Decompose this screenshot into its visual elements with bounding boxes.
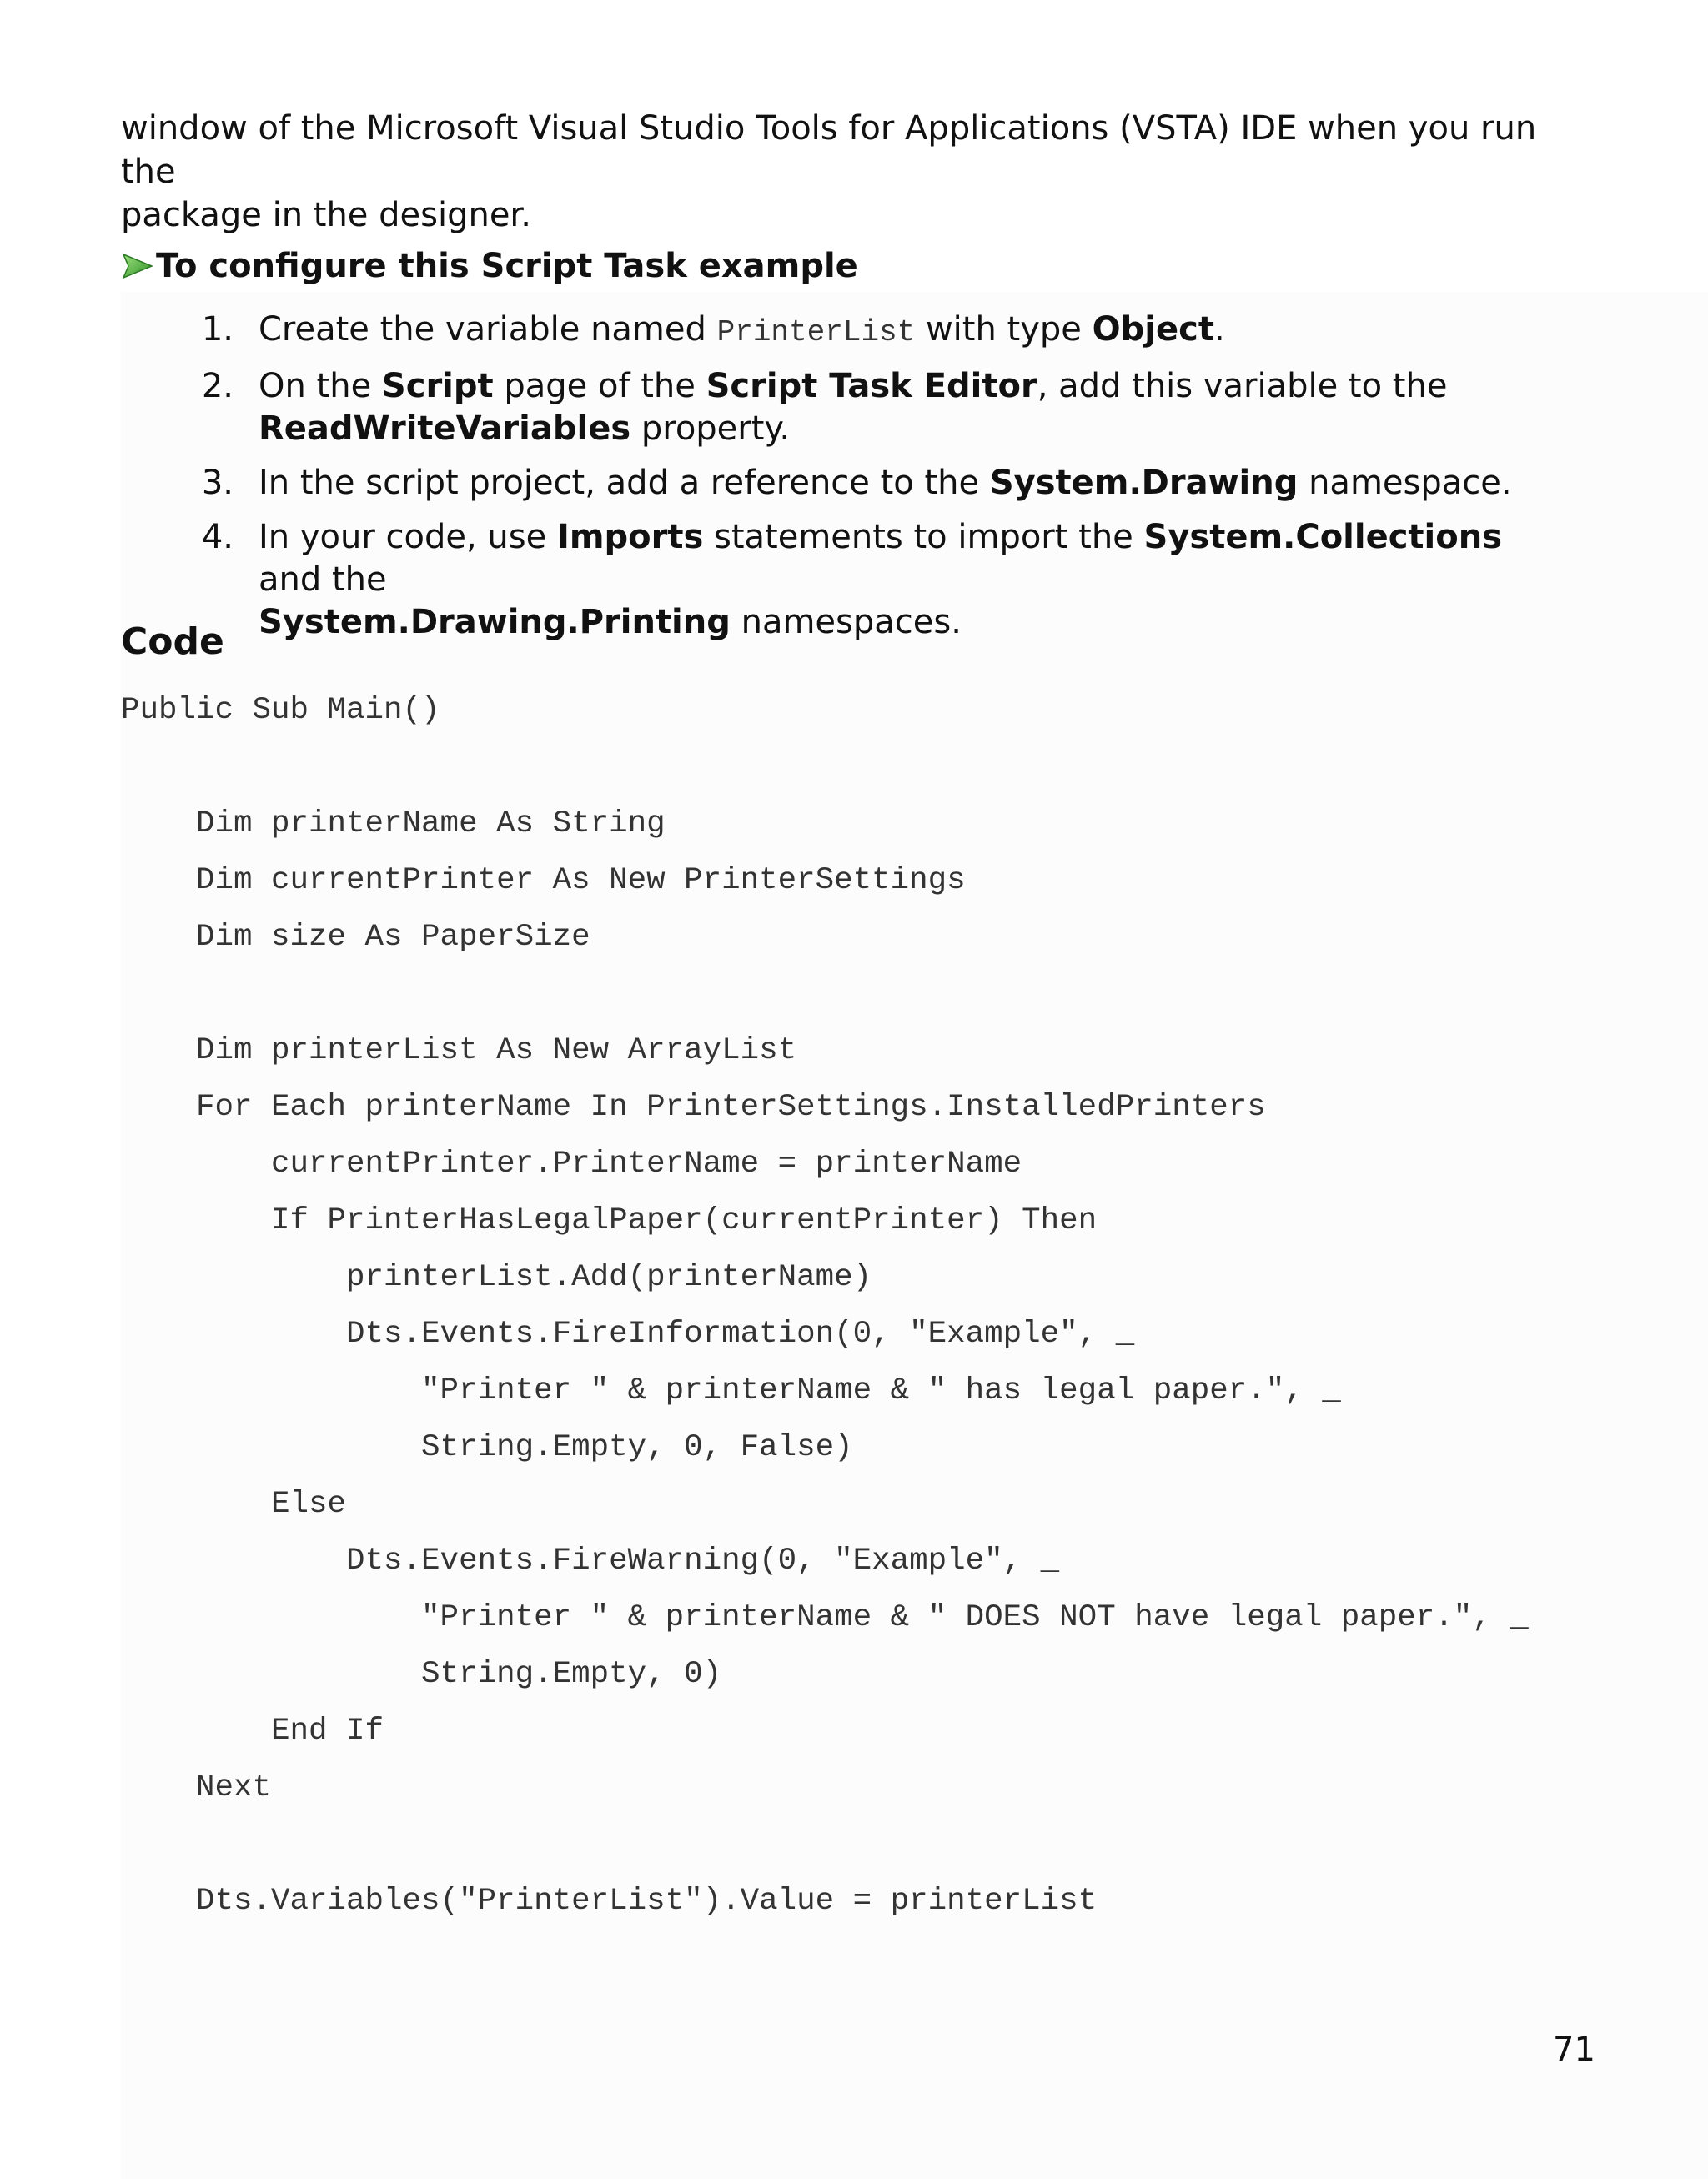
step-text-part: In your code, use — [259, 518, 557, 556]
green-arrow-icon — [121, 252, 154, 280]
step-text-part: page of the — [493, 367, 706, 405]
code-line: End If — [121, 1714, 384, 1749]
code-line: String.Empty, 0) — [121, 1657, 722, 1692]
step-text-part: namespaces. — [730, 603, 962, 641]
step-text-part: In the script project, add a reference to the — [259, 464, 990, 502]
procedure-step — [167, 365, 1535, 450]
code-line: Dim currentPrinter As New PrinterSettings — [121, 863, 966, 898]
step-text-part: Create the variable named — [259, 310, 717, 349]
step-text-part: , add this variable to the — [1037, 367, 1448, 405]
intro-line-1: window of the Microsoft Visual Studio Tools for Applications (VSTA) IDE when you run the — [121, 109, 1537, 191]
code-section-heading: Code — [121, 620, 224, 663]
step-text-part: with type — [915, 310, 1093, 349]
procedure-heading-text: To configure this Script Task example — [156, 247, 858, 285]
code-line: "Printer " & printerName & " has legal paper.", _ — [121, 1373, 1341, 1408]
step-text — [234, 516, 1535, 644]
step-text-part: On the — [259, 367, 382, 405]
code-line: For Each printerName In PrinterSettings.InstalledPrinters — [121, 1090, 1266, 1125]
page-number: 71 — [1553, 2031, 1595, 2069]
step-number: 3. — [201, 464, 234, 502]
step-bold-term: Script — [381, 367, 494, 405]
step-bold-term: Imports — [556, 518, 704, 556]
code-line: printerList.Add(printerName) — [121, 1260, 872, 1295]
procedure-steps — [167, 309, 1535, 655]
step-number: 2. — [201, 367, 234, 405]
step-text-part: . — [1213, 310, 1225, 349]
code-line: If PrinterHasLegalPaper(currentPrinter) Then — [121, 1203, 1098, 1238]
code-line — [121, 739, 1529, 796]
step-text — [234, 365, 1447, 450]
step-bold-term: System.Drawing — [989, 464, 1299, 502]
step-number: 4. — [201, 518, 234, 556]
step-text — [234, 462, 1512, 505]
step-text-part: and the — [259, 560, 387, 599]
step-bold-term: System.Collections — [1143, 518, 1503, 556]
inline-code: PrinterList — [716, 315, 916, 349]
step-bold-term: ReadWriteVariables — [259, 409, 631, 448]
step-bold-term: System.Drawing.Printing — [259, 603, 731, 641]
code-line: Dts.Events.FireWarning(0, "Example", _ — [121, 1544, 1060, 1579]
procedure-step — [167, 516, 1535, 644]
intro-paragraph — [121, 107, 1539, 237]
step-text-part: property. — [630, 409, 791, 448]
code-block — [121, 682, 1529, 1930]
code-line: Dim printerName As String — [121, 806, 666, 841]
step-bold-term: Script Task Editor — [706, 367, 1037, 405]
step-text-part: namespace. — [1298, 464, 1512, 502]
procedure-heading — [121, 244, 858, 289]
procedure-step — [167, 462, 1535, 505]
code-line: Next — [121, 1770, 272, 1805]
code-line — [121, 966, 1529, 1022]
step-text-part: statements to import the — [703, 518, 1144, 556]
code-line: "Printer " & printerName & " DOES NOT have legal paper.", _ — [121, 1600, 1529, 1635]
code-line: Dim size As PaperSize — [121, 920, 590, 955]
code-line: Dim printerList As New ArrayList — [121, 1033, 797, 1068]
code-line: Public Sub Main() — [121, 693, 440, 728]
intro-line-2: package in the designer. — [121, 196, 531, 234]
code-line: String.Empty, 0, False) — [121, 1430, 853, 1465]
step-number: 1. — [201, 310, 234, 349]
code-line: Dts.Variables("PrinterList").Value = printerList — [121, 1884, 1098, 1919]
code-line — [121, 1816, 1529, 1873]
step-text — [234, 309, 1225, 354]
code-line: Else — [121, 1487, 347, 1522]
code-line: currentPrinter.PrinterName = printerName — [121, 1147, 1022, 1182]
procedure-step — [167, 309, 1535, 354]
code-line: Dts.Events.FireInformation(0, "Example", _ — [121, 1317, 1135, 1352]
step-bold-term: Object — [1092, 310, 1214, 349]
